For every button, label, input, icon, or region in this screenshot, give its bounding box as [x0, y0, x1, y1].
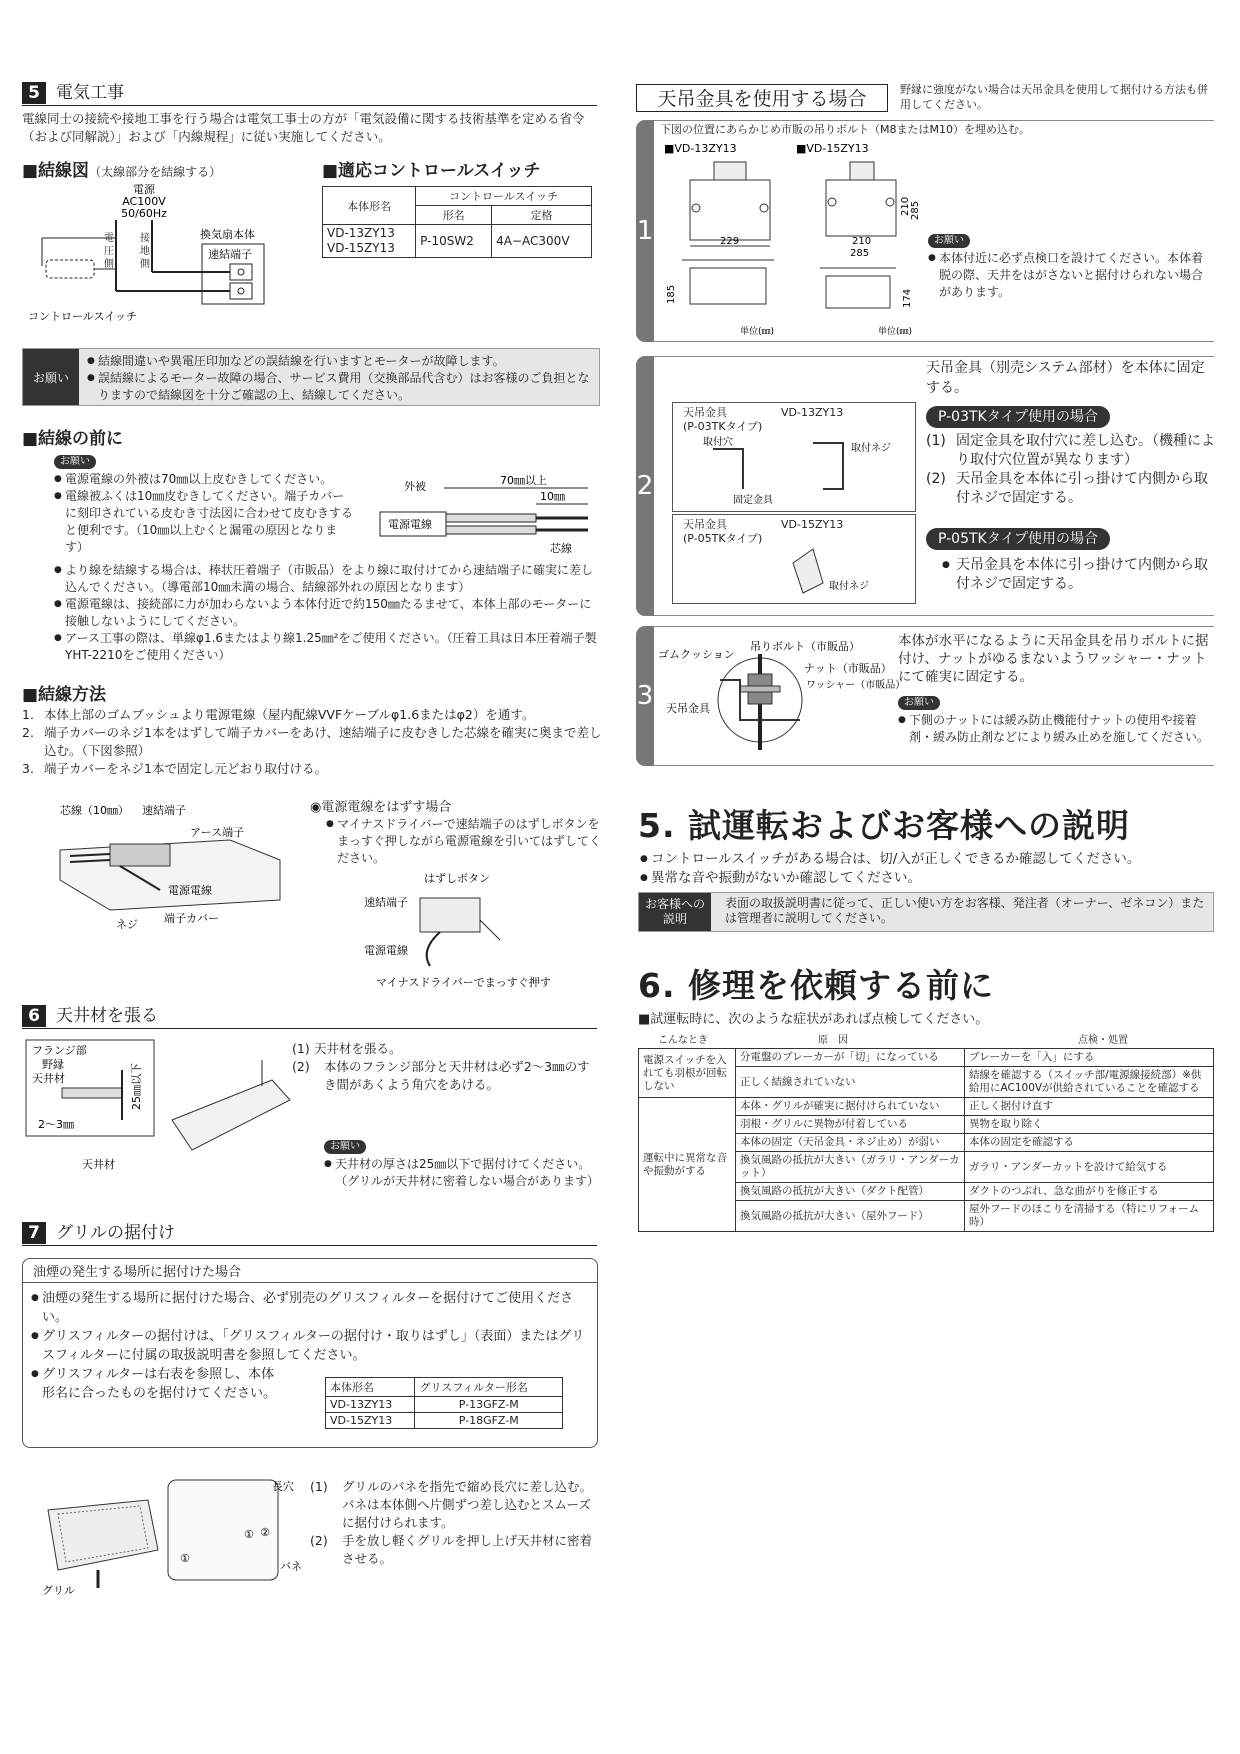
s7-step: (1) グリルのバネを指先で縮め長穴に差し込む。バネは本体側へ片側ずつ差し込むとスムーズに据付けられます。	[310, 1479, 593, 1530]
before-item: ● 電線被ふくは10㎜皮むきしてください。端子カバーに刻印されている皮むき寸法図に合わせて皮むきすると便利です。（10㎜以上むくと漏電の原因となります）	[54, 488, 354, 556]
bp-285b: 285	[850, 248, 870, 259]
tr-cause: 本体の固定（天吊金具・ネジ止め）が弱い	[736, 1134, 965, 1152]
filter-cell: VD-13ZY13	[326, 1397, 415, 1413]
switch-model-1: VD-13ZY13	[327, 226, 395, 240]
tr-cause: 羽根・グリルに異物が付着している	[736, 1116, 965, 1134]
filter-h2: グリスフィルター形名	[415, 1378, 563, 1397]
step-2-bar: 2	[636, 356, 654, 616]
cfig-flange: フランジ部	[32, 1044, 87, 1057]
strip-outer: 外被	[404, 480, 426, 493]
oil-smoke-box	[22, 1258, 598, 1448]
rfig-push: マイナスドライバーでまっすぐ押す	[376, 976, 551, 989]
section-number: 5	[22, 82, 46, 104]
section-5-header	[22, 82, 597, 106]
tr-fix: 異物を取り除く	[965, 1116, 1214, 1134]
explain-box	[638, 892, 1214, 932]
method-title: ■結線方法	[22, 685, 107, 705]
fig-cover: 端子カバー	[164, 912, 219, 925]
bf-washer: ワッシャー（市販品）	[806, 680, 906, 691]
tr-fix: ガラリ・アンダーカットを設けて給気する	[965, 1152, 1214, 1183]
gfig-c1: ①	[180, 1552, 190, 1565]
hang-title: 天吊金具を使用する場合	[636, 84, 888, 112]
test-run-item: ● コントロールスイッチがある場合は、切/入が正しくできるか確認してください。	[640, 850, 1215, 869]
s6-badge: お願い	[324, 1140, 366, 1154]
gfig-c1: ①	[244, 1528, 254, 1541]
tr-when: 電源スイッチを入れても羽根が回転しない	[639, 1049, 736, 1098]
request-item: ● 結線間違いや異電圧印加などの誤結線を行いますとモーターが故障します。	[87, 353, 592, 370]
wiring-power: 電源	[133, 183, 155, 196]
explain-text: 表面の取扱説明書に従って、正しい使い方をお客様、発注者（オーナー、ゼネコン）または管理者に説明してください。	[725, 896, 1205, 925]
p03-item: (1) 固定金具を取付穴に差し込む。（機種により取付穴位置が異なります）	[926, 433, 1215, 468]
tr-cause: 換気風路の抵抗が大きい（ガラリ・アンダーカット）	[736, 1152, 965, 1183]
tr-cause: 正しく結線されていない	[736, 1067, 965, 1098]
cfig-gap: 2〜3㎜	[38, 1118, 74, 1131]
gfig-long-hole: 長穴	[272, 1480, 294, 1493]
tr-cause: 分電盤のブレーカーが「切」になっている	[736, 1049, 965, 1067]
p03-pill: P-03TKタイプ使用の場合	[926, 406, 1110, 428]
rfig-button: はずしボタン	[424, 872, 490, 885]
rfig-wire: 電源電線	[364, 944, 408, 957]
bf-rubber: ゴムクッション	[658, 648, 735, 661]
method-item: 3. 端子カバーをネジ1本で固定し元どおり取付ける。	[22, 761, 327, 776]
fig-terminal: 速結端子	[142, 804, 186, 817]
grille-figure	[28, 1470, 308, 1600]
section-number: 6	[22, 1005, 46, 1027]
test-run-title: 5. 試運転およびお客様への説明	[638, 806, 1130, 845]
method-item: 2. 端子カバーのネジ1本をはずして端子カバーをあけ、速結端子に皮むきした芯線を確実に奥まで差し込む。（下図参照）	[22, 725, 602, 758]
bf-bracket: 天吊金具	[666, 702, 710, 715]
table-row	[639, 1098, 1214, 1116]
p05-pill: P-05TKタイプ使用の場合	[926, 528, 1110, 550]
step-3-bar: 3	[636, 626, 654, 766]
filter-table	[325, 1377, 563, 1429]
switch-name: P-10SW2	[416, 225, 492, 258]
step-3-badge: お願い	[898, 696, 940, 710]
switch-model-2: VD-15ZY13	[327, 241, 395, 255]
filter-cell: P-13GFZ-M	[415, 1397, 563, 1413]
strip-figure	[380, 476, 600, 556]
remove-figure	[350, 870, 590, 992]
s5-intro: 電線同士の接続や接地工事を行う場合は電気工事士の方が「電気設備に関する技術基準を定める省令（および同解説）」および「内線規程」に従い実施してください。	[22, 111, 585, 144]
fig-core10: 芯線（10㎜）	[60, 804, 129, 817]
method-item: 1. 本体上部のゴムブッシュより電源電線（屋内配線VVFケーブルφ1.6またはφ2）を通す。	[22, 707, 535, 722]
bf-bolt: 吊りボルト（市販品）	[750, 640, 860, 653]
before-badge: お願い	[54, 455, 96, 469]
bp-210b: 210	[852, 236, 872, 247]
wiring-ground-side: 接地側	[140, 233, 150, 270]
cfig-max25: 25㎜以下	[130, 1063, 143, 1110]
tr-fix: ダクトのつぶれ、急な曲がりを修正する	[965, 1183, 1214, 1201]
rfig-terminal: 速結端子	[364, 896, 408, 909]
before-item: ● 電源電線の外被は70㎜以上皮むきしてください。	[54, 471, 354, 488]
table-row	[639, 1049, 1214, 1067]
wiring-voltage-side: 電圧側	[104, 233, 114, 270]
terminal-figure	[50, 800, 300, 940]
test-run-item: ● 異常な音や振動がないか確認してください。	[640, 869, 1215, 888]
switch-h-model: 本体形名	[323, 187, 416, 225]
request-item: ● 誤結線によるモーター故障の場合、サービス費用（交換部品代含む）はお客様のご負担となりますので結線図を十分ご確認の上、結線してください。	[87, 370, 592, 404]
repair-intro: ■試運転時に、次のような症状があれば点検してください。	[638, 1012, 989, 1027]
oil-item: ● グリスフィルターは右表を参照し、本体形名に合ったものを据付けてください。	[31, 1365, 282, 1403]
bp-unit2: 単位(㎜)	[878, 327, 913, 337]
strip-wire: 電源電線	[388, 518, 432, 531]
tr-fix: 本体の固定を確認する	[965, 1134, 1214, 1152]
wiring-hz: 50/60Hz	[121, 207, 167, 220]
gfig-grille: グリル	[42, 1584, 75, 1597]
switch-title: ■適応コントロールスイッチ	[322, 161, 541, 181]
p03-screw: 取付ネジ	[851, 443, 891, 454]
tr-cause: 換気風路の抵抗が大きい（屋外フード）	[736, 1201, 965, 1232]
switch-h-switch: コントロールスイッチ	[416, 187, 592, 206]
tr-fix: 正しく据付け直す	[965, 1098, 1214, 1116]
s6-step: (1) 天井材を張る。	[292, 1041, 402, 1056]
wiring-diagram-title: ■結線図（太線部分を結線する）	[22, 161, 222, 181]
fig-earth: アース端子	[190, 826, 245, 839]
wiring-control-switch: コントロールスイッチ	[28, 310, 138, 323]
tr-when: 運転中に異常な音や振動がする	[639, 1098, 736, 1232]
section-number: 7	[22, 1222, 46, 1244]
p03-box	[672, 402, 916, 512]
cfig-noen: 野縁	[42, 1058, 64, 1071]
strip-core: 芯線	[550, 542, 572, 555]
step-1-badge: お願い	[928, 234, 970, 248]
cfig-ceiling-mat: 天井材	[32, 1072, 65, 1085]
wiring-request-box	[22, 348, 600, 406]
step-1-note: ● 本体付近に必ず点検口を設けてください。本体着脱の際、天井をはがさないと据付けられない場合があります。	[928, 250, 1212, 301]
bp-285a: 285	[910, 200, 921, 220]
bp-m1: ■VD-13ZY13	[664, 142, 737, 155]
step-1-bar: 1	[636, 120, 654, 342]
cfig-ceiling: 天井材	[82, 1158, 115, 1171]
tr-cause: 換気風路の抵抗が大きい（ダクト配管）	[736, 1183, 965, 1201]
before-item: ● より線を結線する場合は、棒状圧着端子（市販品）をより線に取付けてから速結端子に確実に差し込んでください。（導電部10㎜未満の場合、結線部外れの原因となります）	[54, 562, 600, 596]
bp-174: 174	[902, 288, 913, 308]
filter-cell: VD-15ZY13	[326, 1413, 415, 1429]
gfig-spring: バネ	[280, 1560, 302, 1573]
p03-t2: (P-03TKタイプ)	[683, 420, 763, 433]
tr-h-cause: 原 因	[818, 1035, 848, 1046]
wiring-terminal: 速結端子	[208, 248, 252, 261]
s6-note: ● 天井材の厚さは25㎜以下で据付けてください。（グリルが天井材に密着しない場合があります）	[324, 1156, 602, 1190]
remove-title: ◉電源電線をはずす場合	[310, 800, 452, 815]
s7-step: (2) 手を放し軽くグリルを押し上げ天井材に密着させる。	[310, 1533, 593, 1566]
bp-210a: 210	[900, 196, 911, 216]
tr-fix: ブレーカーを「入」にする	[965, 1049, 1214, 1067]
tr-cause: 本体・グリルが確実に据付けられていない	[736, 1098, 965, 1116]
switch-h-name: 形名	[416, 206, 492, 225]
bf-nut: ナット（市販品）	[804, 662, 892, 675]
repair-title: 6. 修理を依頼する前に	[638, 966, 994, 1005]
p05-t1: 天吊金具	[683, 518, 727, 531]
p03-fix: 固定金具	[733, 495, 773, 506]
before-item: ● 電源電線は、接続部に力が加わらないよう本体付近で約150㎜たるませて、本体上部のモーターに接触しないようにしてください。	[54, 596, 600, 630]
filter-cell: P-18GFZ-M	[415, 1413, 563, 1429]
filter-h1: 本体形名	[326, 1378, 415, 1397]
p05-item: ● 天吊金具を本体に引っ掛けて内側から取付ネジで固定する。	[942, 556, 1216, 594]
explain-label: お客様への説明	[639, 893, 711, 931]
tr-fix: 結線を確認する（スイッチ部/電源線接続部）※供給用にAC100Vが供給されていることを確認する	[965, 1067, 1214, 1098]
fig-wire: 電源電線	[168, 884, 212, 897]
section-7-header	[22, 1222, 597, 1246]
ceiling-figure	[22, 1040, 292, 1170]
tr-h-when: こんなとき	[658, 1035, 708, 1046]
bolt-fix-figure	[656, 640, 906, 760]
step-1-text: 下図の位置にあらかじめ市販の吊りボルト（M8またはM10）を埋め込む。	[660, 123, 1030, 136]
step-3-note: ● 下側のナットには緩み防止機能付ナットの使用や接着剤・緩み防止剤などにより緩み止めを施してください。	[898, 712, 1214, 746]
section-title: グリルの据付け	[56, 1223, 175, 1243]
switch-rating: 4A−AC300V	[492, 225, 592, 258]
switch-h-rating: 定格	[492, 206, 592, 225]
oil-item: ● グリスフィルターの据付けは、「グリスフィルターの据付け・取りはずし」（表面）またはグリスフィルターに付属の取扱説明書を参照してください。	[31, 1327, 591, 1365]
wiring-fan-body: 換気扇本体	[200, 228, 255, 241]
p03-hole: 取付穴	[703, 437, 733, 448]
hang-note: 野縁に強度がない場合は天吊金具を使用して据付ける方法も併用してください。	[900, 83, 1208, 111]
oil-item: ● 油煙の発生する場所に据付けた場合、必ず別売のグリスフィルターを据付けてご使用ください。	[31, 1289, 591, 1327]
p03-model: VD-13ZY13	[781, 406, 844, 419]
remove-text: ● マイナスドライバーで速結端子のはずしボタンをまっすぐ押しながら電源電線を引いてはずしてください。	[326, 816, 602, 867]
step-3-text: 本体が水平になるように天吊金具を吊りボルトに据付け、ナットがゆるまないようワッシャー・ナットにて確実に固定する。	[898, 633, 1209, 685]
strip-10: 10㎜	[540, 490, 565, 503]
p03-t1: 天吊金具	[683, 406, 727, 419]
before-item: ● アース工事の際は、単線φ1.6またはより線1.25㎜²をご使用ください。（圧着工具は日本圧着端子製YHT-2210をご使用ください）	[54, 630, 600, 664]
bp-229: 229	[720, 236, 740, 247]
p05-model: VD-15ZY13	[781, 518, 844, 531]
p05-screw: 取付ネジ	[829, 581, 869, 592]
switch-table	[322, 186, 592, 258]
p05-t2: (P-05TKタイプ)	[683, 532, 763, 545]
section-title: 天井材を張る	[56, 1006, 158, 1026]
section-title: 電気工事	[56, 83, 124, 103]
section-6-header	[22, 1005, 597, 1029]
s6-step: (2) 本体のフランジ部分と天井材は必ず2〜3㎜のすき間があくよう角穴をあける。	[292, 1059, 590, 1092]
step-2-text: 天吊金具（別売システム部材）を本体に固定する。	[926, 360, 1205, 396]
p05-box	[672, 514, 916, 604]
bp-m2: ■VD-15ZY13	[796, 142, 869, 155]
bp-unit1: 単位(㎜)	[740, 327, 775, 337]
wiring-ac: AC100V	[122, 195, 166, 208]
request-label: お願い	[23, 349, 79, 405]
tr-h-fix: 点検・処置	[1078, 1035, 1128, 1046]
tr-fix: 屋外フードのほこりを清掃する（特にリフォーム時）	[965, 1201, 1214, 1232]
bolt-position-figure	[660, 140, 920, 340]
gfig-c2: ②	[260, 1526, 270, 1539]
fig-screw: ネジ	[116, 918, 138, 931]
oil-box-title: 油煙の発生する場所に据付けた場合	[23, 1259, 597, 1283]
bp-185: 185	[666, 284, 677, 304]
strip-70: 70㎜以上	[500, 474, 547, 487]
p03-item: (2) 天吊金具を本体に引っ掛けて内側から取付ネジで固定する。	[926, 471, 1208, 506]
before-title: ■結線の前に	[22, 429, 124, 449]
